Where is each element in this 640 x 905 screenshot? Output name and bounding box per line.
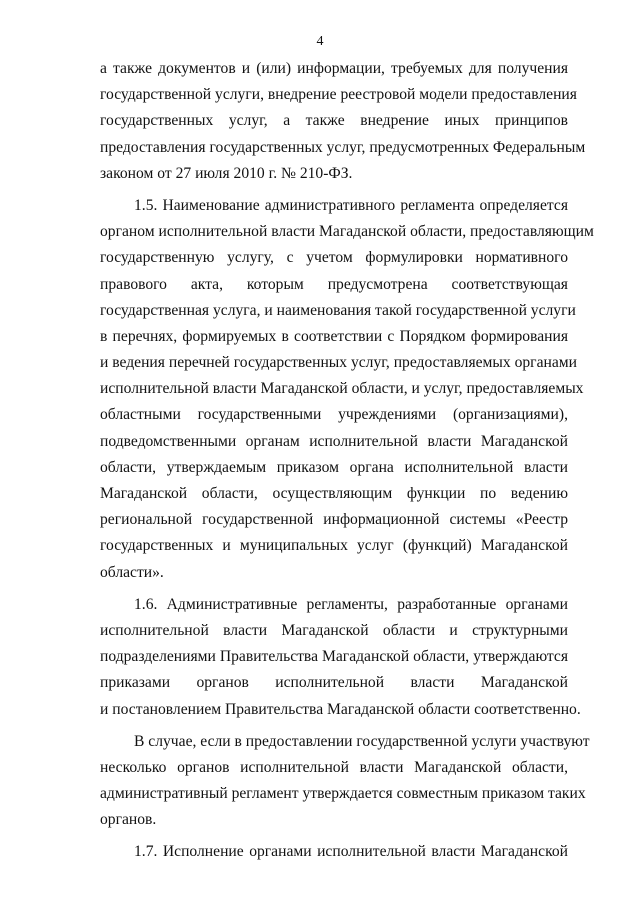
text-line: в перечнях, формируемых в соответствии с Порядком формирования xyxy=(100,327,568,345)
text-line: государственных услуг, а также внедрение иных принципов xyxy=(100,112,568,130)
text-line: несколько органов исполнительной власти Магаданской области, xyxy=(100,758,568,776)
text-line: 1.6. Административные регламенты, разработанные органами xyxy=(134,595,568,613)
text-line: правового акта, которым предусмотрена соответствующая xyxy=(100,275,568,293)
text-line: государственная услуга, и наименования такой государственной услуги xyxy=(100,301,576,319)
text-line: областными государственными учреждениями (организациями), xyxy=(100,406,568,424)
text-line: государственную услугу, с учетом формулировки нормативного xyxy=(100,249,568,267)
text-line: административный регламент утверждается совместным приказом таких xyxy=(100,785,586,803)
text-line: а также документов и (или) информации, требуемых для получения xyxy=(100,60,568,77)
text-line: региональной государственной информационной системы «Реестр xyxy=(100,511,568,529)
text-line: подведомственными органам исполнительной власти Магаданской xyxy=(100,432,568,450)
text-line: предоставления государственных услуг, предусмотренных Федеральным xyxy=(100,138,586,156)
text-line: области». xyxy=(100,563,164,581)
text-line: области, утверждаемым приказом органа исполнительной власти xyxy=(100,458,568,476)
text-line: органом исполнительной власти Магаданской области, предоставляющим xyxy=(100,223,594,241)
text-line: органов. xyxy=(100,811,157,829)
text-line: и постановлением Правительства Магаданской области соответственно. xyxy=(100,700,581,718)
text-line: приказами органов исполнительной власти Магаданской xyxy=(100,674,568,692)
text-line: 1.7. Исполнение органами исполнительной власти Магаданской xyxy=(134,843,568,861)
text-line: государственных и муниципальных услуг (функций) Магаданской xyxy=(100,537,568,555)
paragraph xyxy=(100,729,590,834)
text-line: 1.5. Наименование административного регламента определяется xyxy=(134,196,568,214)
text-line: Магаданской области, осуществляющим функции по ведению xyxy=(100,485,568,502)
text-line: государственной услуги, внедрение реестровой модели предоставления xyxy=(100,86,577,104)
paragraph xyxy=(100,839,568,865)
text-line: подразделениями Правительства Магаданской области, утверждаются xyxy=(100,648,568,666)
text-line: и ведения перечней государственных услуг, предоставляемых органами xyxy=(100,354,577,372)
paragraph xyxy=(100,592,581,723)
document-body xyxy=(100,56,594,866)
text-line: исполнительной власти Магаданской области, и услуг, предоставляемых xyxy=(100,380,584,398)
text-line: исполнительной власти Магаданской области и структурными xyxy=(100,621,568,639)
paragraph xyxy=(100,56,586,187)
text-line: В случае, если в предоставлении государственной услуги участвуют xyxy=(134,732,590,750)
paragraph xyxy=(100,193,594,586)
page-number: 4 xyxy=(316,34,324,49)
text-line: законом от 27 июля 2010 г. № 210-ФЗ. xyxy=(100,164,353,182)
